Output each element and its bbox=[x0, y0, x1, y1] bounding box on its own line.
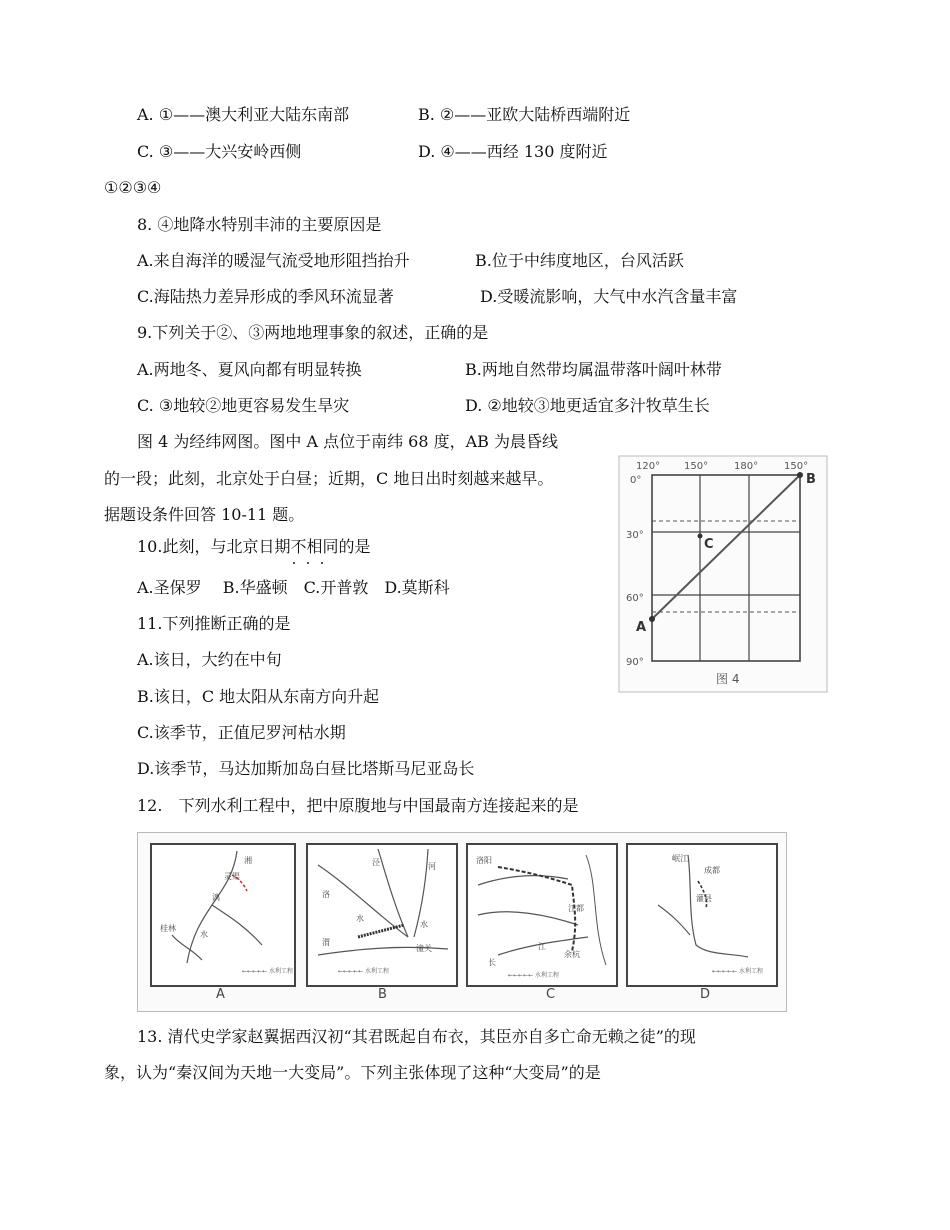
svg-text:←←←←← 水利工程: ←←←←← 水利工程 bbox=[712, 968, 764, 975]
figure-4-caption: 图 4 bbox=[716, 672, 740, 686]
q10-stem-emphasis: 不相同 ・・・ bbox=[290, 537, 338, 556]
q9-option-d: D. ②地较③地更适宜多汁牧草生长 bbox=[465, 396, 710, 415]
point-a-marker bbox=[649, 616, 655, 622]
map-c-label-2: 余杭 bbox=[564, 950, 580, 959]
q10-stem-post: 的是 bbox=[338, 537, 371, 556]
map-a-label-4: 水 bbox=[200, 930, 208, 939]
map-a-legend: 水利工程 bbox=[269, 968, 294, 975]
map-d bbox=[626, 843, 778, 987]
point-a-label: A bbox=[636, 620, 647, 635]
q11-option-c: C.该季节，正值尼罗河枯水期 bbox=[137, 723, 346, 742]
map-c-legend: 水利工程 bbox=[535, 972, 560, 979]
map-a-letter: A bbox=[216, 987, 225, 1002]
map-c-graphic bbox=[468, 845, 616, 985]
q7-option-c: C. ③——大兴安岭西侧 bbox=[137, 142, 302, 161]
intro-line-2: 的一段；此刻，北京处于白昼；近期，C 地日出时刻越来越早。 bbox=[104, 469, 554, 488]
lon-label-120: 120° bbox=[636, 461, 661, 472]
lat-label-0: 0° bbox=[630, 475, 642, 486]
q10-stem-pre: 10.此刻，与北京日期 bbox=[137, 537, 291, 556]
q9-option-b: B.两地自然带均属温带落叶阔叶林带 bbox=[465, 360, 722, 379]
figure-4 bbox=[618, 455, 828, 693]
svg-text:←←←←← 水利工程: ←←←←← 水利工程 bbox=[242, 968, 294, 975]
q12-maps bbox=[137, 832, 787, 1012]
lat-label-60: 60° bbox=[626, 593, 644, 604]
svg-text:←←←←← 水利工程: ←←←←← 水利工程 bbox=[508, 972, 560, 979]
lat-label-90: 90° bbox=[626, 657, 644, 668]
q7-option-d: D. ④——西经 130 度附近 bbox=[418, 142, 608, 161]
map-c-label-1: 江都 bbox=[568, 904, 584, 913]
q11-option-b: B.该日，C 地太阳从东南方向升起 bbox=[137, 687, 380, 706]
map-a-label-3: 桂林 bbox=[160, 924, 176, 933]
q11-stem: 11.下列推断正确的是 bbox=[137, 614, 291, 633]
map-b-letter: B bbox=[378, 987, 387, 1002]
map-a-graphic bbox=[152, 845, 294, 985]
lon-label-150w: 150° bbox=[684, 461, 709, 472]
q10-options: A.圣保罗 B.华盛顿 C.开普敦 D.莫斯科 bbox=[137, 578, 450, 597]
lon-label-180: 180° bbox=[734, 461, 759, 472]
map-c-letter: C bbox=[546, 987, 556, 1002]
map-a-label-0: 湘 bbox=[244, 856, 252, 865]
q11-option-a: A.该日，大约在中旬 bbox=[137, 650, 282, 669]
map-d-label-0: 岷江 bbox=[672, 854, 688, 863]
q13-line-1: 13. 清代史学家赵翼据西汉初“其君既起自布衣，其臣亦自多亡命无赖之徒”的现 bbox=[137, 1027, 696, 1046]
q8-option-d: D.受暖流影响，大气中水汽含量丰富 bbox=[480, 287, 738, 306]
map-b-label-3: 水 bbox=[356, 914, 364, 923]
map-d-label-1: 成都 bbox=[704, 866, 720, 875]
map-b-label-2: 洛 bbox=[322, 890, 330, 899]
q7-option-b: B. ②——亚欧大陆桥西端附近 bbox=[418, 105, 631, 124]
lat-label-30: 30° bbox=[626, 530, 644, 541]
map-d-graphic bbox=[628, 845, 776, 985]
map-b bbox=[306, 843, 458, 987]
q9-option-c: C. ③地较②地更容易发生旱灾 bbox=[137, 396, 350, 415]
intro-line-1: 图 4 为经纬网图。图中 A 点位于南纬 68 度，AB 为晨昏线 bbox=[137, 432, 559, 451]
map-b-graphic bbox=[308, 845, 456, 985]
map-b-label-1: 河 bbox=[428, 862, 436, 871]
q10-stem bbox=[137, 536, 370, 558]
map-c-label-3: 长 bbox=[488, 958, 496, 967]
lon-label-150e: 150° bbox=[784, 461, 809, 472]
point-b-marker bbox=[797, 472, 803, 478]
map-c bbox=[466, 843, 618, 987]
map-c-label-0: 洛阳 bbox=[476, 856, 492, 865]
map-b-label-5: 水 bbox=[420, 920, 428, 929]
svg-text:←←←←← 水利工程: ←←←←← 水利工程 bbox=[338, 968, 390, 975]
q9-stem: 9.下列关于②、③两地地理事象的叙述，正确的是 bbox=[137, 323, 489, 342]
q12-stem: 12. 下列水利工程中，把中原腹地与中国最南方连接起来的是 bbox=[137, 796, 579, 815]
point-c-label: C bbox=[704, 537, 714, 552]
map-c-label-4: 江 bbox=[538, 942, 546, 951]
q7-extra: ①②③④ bbox=[104, 178, 162, 197]
q9-option-a: A.两地冬、夏风向都有明显转换 bbox=[137, 360, 362, 379]
map-d-letter: D bbox=[700, 987, 711, 1002]
point-c-marker bbox=[698, 534, 703, 539]
figure-4-border bbox=[619, 456, 827, 692]
map-d-legend: 水利工程 bbox=[739, 968, 764, 975]
map-a-label-1: 灵渠 bbox=[224, 872, 240, 881]
q8-option-c: C.海陆热力差异形成的季风环流显著 bbox=[137, 287, 394, 306]
figure-4-graphic bbox=[618, 455, 828, 693]
q11-option-d: D.该季节，马达加斯加岛白昼比塔斯马尼亚岛长 bbox=[137, 759, 475, 778]
map-d-label-2: 灌县 bbox=[696, 894, 712, 903]
point-b-label: B bbox=[806, 472, 816, 487]
q8-option-a: A.来自海洋的暖湿气流受地形阻挡抬升 bbox=[137, 251, 410, 270]
map-b-label-6: 潼关 bbox=[416, 944, 432, 953]
intro-line-3: 据题设条件回答 10-11 题。 bbox=[104, 505, 305, 524]
q8-option-b: B.位于中纬度地区，台风活跃 bbox=[475, 251, 684, 270]
q8-stem: 8. ④地降水特别丰沛的主要原因是 bbox=[137, 215, 382, 234]
q7-option-a: A. ①——澳大利亚大陆东南部 bbox=[137, 105, 350, 124]
map-a bbox=[150, 843, 296, 987]
map-b-label-4: 渭 bbox=[322, 938, 330, 947]
map-b-label-0: 泾 bbox=[372, 858, 380, 867]
q13-line-2: 象，认为“秦汉间为天地一大变局”。下列主张体现了这种“大变局”的是 bbox=[104, 1063, 601, 1082]
map-a-label-2: 漓 bbox=[212, 893, 220, 902]
map-b-legend: 水利工程 bbox=[365, 968, 390, 975]
